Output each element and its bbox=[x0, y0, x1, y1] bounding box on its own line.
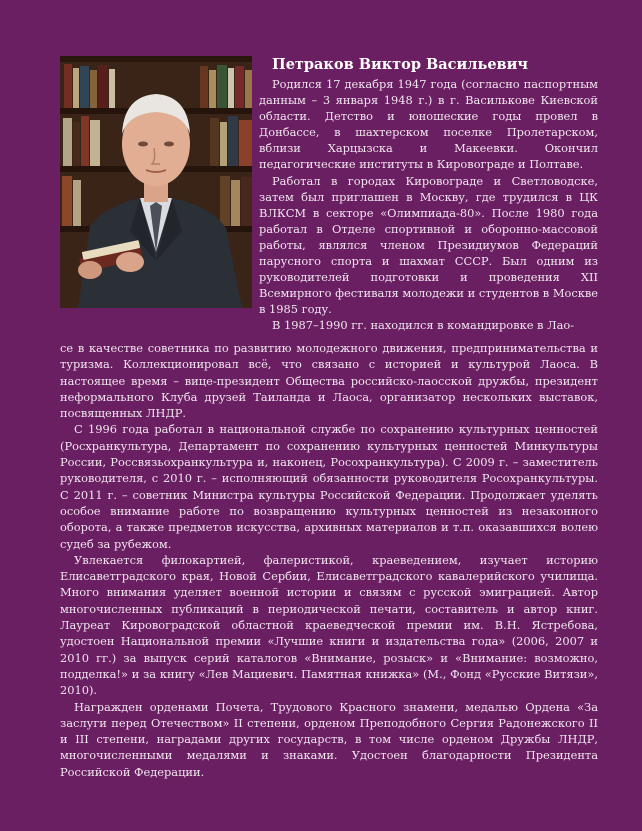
paragraph-career: Работал в городах Кировограде и Светловодске, затем был приглашен в Москву, где трудился в ЦК ВЛКСМ в секторе «Олимпиада-80». После 1980 года работал в Отделе спортивной и оборонно-массовой работы, являлся членом Президиумов Федераций парусного спорта и шахмат СССР. Был одним из руководителей подготовки и проведения XII Всемирного фестиваля молодежи и студентов в Москве в 1985 году. bbox=[259, 173, 598, 317]
paragraph-birth: Родился 17 декабря 1947 года (согласно паспортным данным – 3 января 1948 г.) в г. Василькове Киевской области. Детство и юношеские годы провел в Донбассе, в шахтерском поселке Пролетарском, вблизи Харцызска и Макеевки. Окончил педагогические институты в Кировограде и Полтаве. bbox=[259, 77, 598, 172]
person-name-heading: Петраков Виктор Васильевич bbox=[272, 56, 528, 73]
paragraph-laos-start: В 1987–1990 гг. находился в командировке в Лао- bbox=[272, 318, 575, 333]
biography-text-full-width bbox=[60, 340, 598, 780]
paragraph-awards: Награжден орденами Почета, Трудового Красного знамени, медалью Ордена «За заслуги перед Отечеством» II степени, орденом Преподобного Сергия Радонежского II и III степени, наградами других государств, в том числе орденом Дружбы ЛНДР, многочисленными медалями и знаками. Удостоен благодарности Президента Российской Федерации. bbox=[60, 699, 598, 779]
portrait-photo bbox=[60, 56, 252, 308]
paragraph-interests: Увлекается филокартией, фалеристикой, краеведением, изучает историю Елисаветградского края, Новой Сербии, Елисаветградского кавалерийского училища. Много внимания уделяет военной истории и связям с русской эмиграцией. Автор многочисленных публикаций в периодической печати, составитель и автор книг. Лауреат Кировоградской областной краеведческой премии им. В.Н. Ястребова, удостоен Национальной премии «Лучшие книги и издательства года» (2006, 2007 и 2010 гг.) за выпуск серий каталогов «Внимание, розыск» и «Внимание: возможно, подделка!» и за книгу «Лев Мациевич. Памятная книжка» (М., Фонд «Русские Витязи», 2010). bbox=[60, 552, 598, 698]
biography-text-beside-photo bbox=[259, 76, 598, 334]
paragraph-cultural-service: С 1996 года работал в национальной службе по сохранению культурных ценностей (Росхранкультура, Департамент по сохранению культурных ценностей Минкультуры России, Россвязьохранкультура и, наконец, Росохранкультура). С 2009 г. – заместитель руководителя, с 2010 г. – исполняющий обязанности руководителя Росохранкультуры. С 2011 г. – советник Министра культуры Российской Федерации. Продолжает уделять особое внимание работе по возвращению культурных ценностей из незаконного оборота, а также предметов искусства, архивных материалов и т.п. оказавшихся волею судеб за рубежом. bbox=[60, 422, 598, 551]
paragraph-laos-continued: се в качестве советника по развитию молодежного движения, предпринимательства и туризма. Коллекционировал всё, что связано с историей и культурой Лаоса. В настоящее время – вице-президент Общества российско-лаосской дружбы, президент неформального Клуба друзей Таиланда и Лаоса, организатор нескольких выставок, посвященных ЛНДР. bbox=[60, 341, 598, 421]
